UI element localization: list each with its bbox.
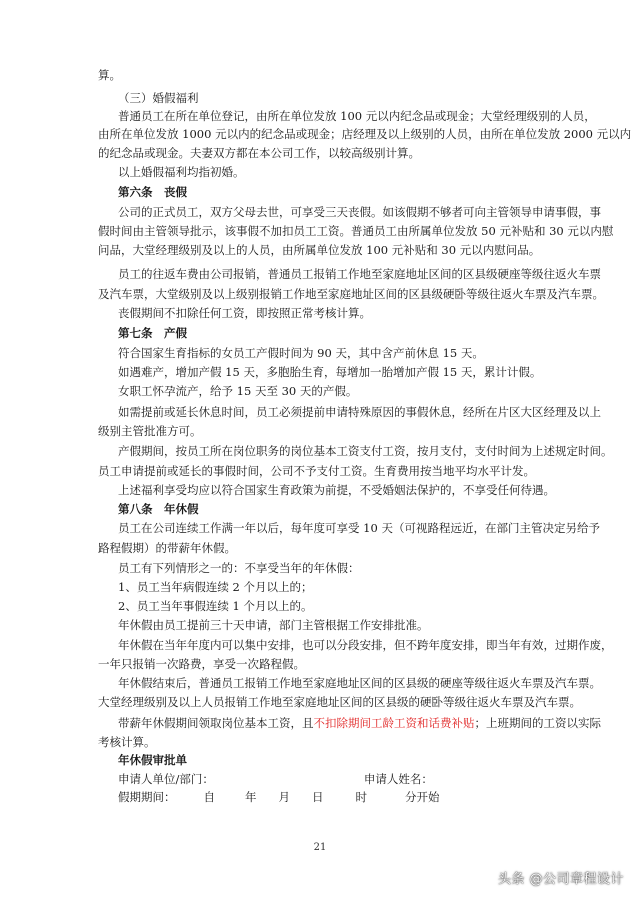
text-line: 如需提前或延长休息时间，员工必须提前申请特殊原因的事假休息，经所在片区大区经理及以上 xyxy=(118,405,601,419)
text-line: 员工申请提前或延长的事假时间，公司不予支付工资。生育费用按当地平均水平计发。 xyxy=(98,464,535,478)
start-label: 分开始 xyxy=(405,790,440,804)
form-title: 年休假审批单 xyxy=(118,753,187,767)
text-line: 大堂经理级别及以上人员报销工作地至家庭地址区间的区县级的硬卧等级往返火车票及汽车票。 xyxy=(98,695,581,709)
text-line: 以上婚假福利均指初婚。 xyxy=(118,165,245,179)
section-heading: （三）婚假福利 xyxy=(118,91,199,105)
text-line: 普通员工在所在单位登记，由所在单位发放 100 元以内纪念品或现金；大堂经理级别的人员， xyxy=(118,109,596,123)
form-row-applicant xyxy=(118,771,548,787)
form-row-period xyxy=(118,789,548,805)
period-label: 假期期间： xyxy=(118,790,176,804)
text-line: 算。 xyxy=(98,68,121,82)
text-line: 级别主管批准方可。 xyxy=(98,424,202,438)
text-line: 女职工怀孕流产，给予 15 天至 30 天的产假。 xyxy=(118,384,358,398)
text-line: 如遇难产，增加产假 15 天，多胞胎生育，每增加一胎增加产假 15 天，累计计假。 xyxy=(118,365,542,379)
unit-label: 申请人单位/部门： xyxy=(118,772,214,786)
text-line: 年休假在当年年度内可以集中安排，也可以分段安排，但不跨年度安排，即当年有效，过期作废， xyxy=(118,638,613,652)
year-label: 年 xyxy=(245,790,257,804)
from-label: 自 xyxy=(203,790,215,804)
text-line: 路程假期）的带薪年休假。 xyxy=(98,541,236,555)
text-line: 公司的正式员工，双方父母去世，可享受三天丧假。如该假期不够者可向主管领导申请事假，事 xyxy=(118,205,601,219)
article-heading: 第八条 年休假 xyxy=(118,502,199,516)
hour-label: 时 xyxy=(355,790,367,804)
text-line: 及汽车票，大堂级别及以上级别报销工作地至家庭地址区间的区县级硬卧等级往返火车票及汽车票。 xyxy=(98,287,604,301)
text-line: 年休假由员工提前三十天申请，部门主管根据工作安排批准。 xyxy=(118,618,429,632)
day-label: 日 xyxy=(312,790,324,804)
article-heading: 第七条 产假 xyxy=(118,326,187,340)
month-label: 月 xyxy=(278,790,290,804)
text-line: 员工有下列情形之一的：不享受当年的年休假： xyxy=(118,561,360,575)
watermark: 头条 @公司章程设计 xyxy=(497,872,624,887)
text-segment: 带薪年休假期间领取岗位基本工资，且 xyxy=(118,716,314,730)
text-line: 考核计算。 xyxy=(98,735,156,749)
text-line: 符合国家生育指标的女员工产假时间为 90 天，其中含产前休息 15 天。 xyxy=(118,346,484,360)
text-line-highlighted xyxy=(118,715,601,731)
article-heading: 第六条 丧假 xyxy=(118,185,187,199)
text-line: 员工的往返车费由公司报销，普通员工报销工作地至家庭地址区间的区县级硬座等级往返火车票 xyxy=(118,267,601,281)
text-line: 假时间由主管领导批示，该事假不加扣员工工资。普通员工由所属单位发放 50 元补贴和 30 元以内慰 xyxy=(98,224,614,238)
text-line: 的纪念品或现金。夫妻双方都在本公司工作，以较高级别计算。 xyxy=(98,146,420,160)
text-line: 上述福利享受均应以符合国家生育政策为前提，不受婚姻法保护的，不享受任何待遇。 xyxy=(118,483,555,497)
text-line: 丧假期间不扣除任何工资，即按照正常考核计算。 xyxy=(118,306,371,320)
text-line: 一年只报销一次路费，享受一次路程假。 xyxy=(98,657,305,671)
text-line: 年休假结束后，普通员工报销工作地至家庭地址区间的区县级的硬座等级往返火车票及汽车票。 xyxy=(118,676,601,690)
text-segment: ；上班期间的工资以实际 xyxy=(474,716,601,730)
text-line: 员工在公司连续工作满一年以后，每年度可享受 10 天（可视路程远近，在部门主管决定另给予 xyxy=(118,521,600,535)
list-item: 2、员工当年事假连续 1 个月以上的。 xyxy=(118,599,313,613)
name-label: 申请人姓名： xyxy=(363,772,433,786)
text-line: 由所在单位发放 1000 元以内的纪念品或现金；店经理及以上级别的人员，由所在单位发放 2000 元以内 xyxy=(98,127,632,141)
page-number: 21 xyxy=(313,842,327,853)
text-line: 产假期间，按员工所在岗位职务的岗位基本工资支付工资，按月支付，支付时间为上述规定时间。 xyxy=(118,444,613,458)
highlighted-text: 不扣除期间工龄工资和话费补贴 xyxy=(313,716,475,730)
list-item: 1、员工当年病假连续 2 个月以上的； xyxy=(118,580,313,594)
text-line: 问品，大堂经理级别及以上的人员，由所属单位发放 100 元补贴和 30 元以内慰问品。 xyxy=(98,243,541,257)
